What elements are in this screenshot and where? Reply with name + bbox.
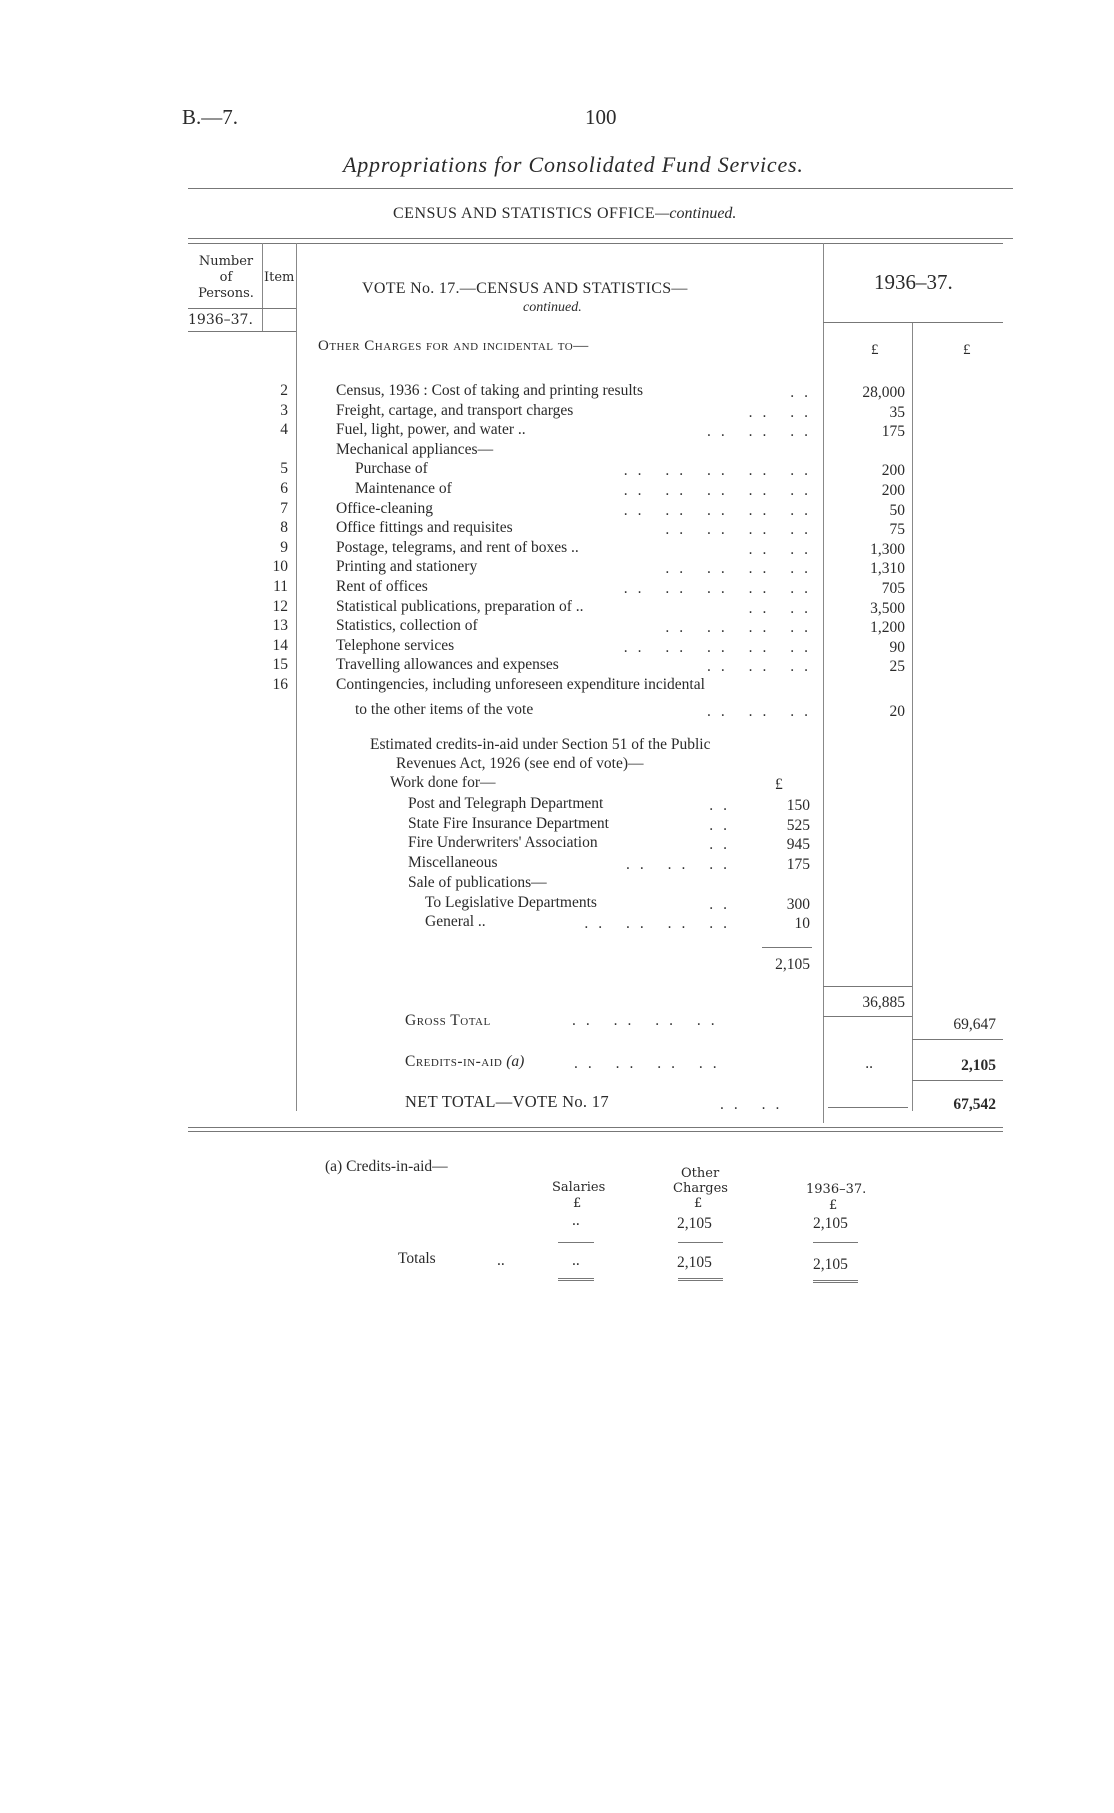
leader-dots: .. .. .. .. bbox=[665, 619, 818, 637]
credits-in-aid-label: Credits-in-aid bbox=[405, 1053, 503, 1070]
page-number: 100 bbox=[585, 105, 617, 129]
leader-dots: .. .. .. bbox=[707, 658, 818, 676]
credit-amount: 525 bbox=[786, 816, 810, 834]
footnote-row2-salaries: .. bbox=[572, 1252, 580, 1269]
credits-total: 2,105 bbox=[775, 956, 810, 973]
item-number: 13 bbox=[272, 617, 288, 635]
footnote-rule-1c bbox=[813, 1242, 858, 1243]
item-number: 7 bbox=[280, 499, 288, 517]
persons-column-rule bbox=[262, 243, 263, 331]
credits-in-aid-col2: 2,105 bbox=[961, 1057, 996, 1074]
footnote-row2-other: 2,105 bbox=[677, 1254, 712, 1271]
office-subtitle-continued: —continued. bbox=[655, 205, 737, 222]
gross-total-dots: .. .. .. .. bbox=[572, 1012, 725, 1029]
leader-dots: .. .. bbox=[748, 403, 818, 421]
leader-dots: .. .. bbox=[748, 540, 818, 558]
net-total-dots: .. .. bbox=[720, 1096, 790, 1113]
item-number: 5 bbox=[280, 460, 288, 478]
work-done-label: Work done for— bbox=[390, 774, 496, 791]
title-rule bbox=[188, 188, 1013, 189]
item-header: Item bbox=[264, 270, 295, 285]
page-title: Appropriations for Consolidated Fund Services. bbox=[343, 152, 804, 177]
leader-dots: .. .. .. .. bbox=[665, 521, 818, 539]
document-code: B.—7. bbox=[182, 105, 239, 129]
footnote-currency-3: £ bbox=[829, 1198, 838, 1213]
credits-in-aid-dots: .. .. .. .. bbox=[574, 1055, 727, 1072]
item-amount: 200 bbox=[881, 482, 905, 499]
net-col1-rule bbox=[828, 1107, 908, 1108]
year-header-rule bbox=[823, 322, 1003, 323]
year-column-mid-rule bbox=[912, 323, 913, 1111]
item-label: Census, 1936 : Cost of taking and printing results bbox=[336, 382, 643, 399]
credits-intro-line2: Revenues Act, 1926 (see end of vote)— bbox=[396, 755, 644, 772]
credits-subtotal-rule bbox=[762, 947, 812, 948]
leader-dots: .. .. .. .. .. bbox=[623, 482, 818, 499]
credits-in-aid-ref: (a) bbox=[506, 1053, 525, 1070]
item-label: Contingencies, including unforeseen expenditure incidental bbox=[336, 676, 705, 693]
footnote-currency-1: £ bbox=[573, 1196, 582, 1211]
footnote-row1-salaries: .. bbox=[572, 1212, 580, 1229]
footnote-totals-label: Totals bbox=[398, 1250, 436, 1267]
leader-dots: .. bbox=[709, 816, 737, 834]
net-total-col2: 67,542 bbox=[953, 1096, 996, 1113]
item-amount: 705 bbox=[881, 580, 905, 597]
item-amount: 1,300 bbox=[870, 540, 905, 558]
leader-dots: .. .. .. bbox=[707, 702, 818, 720]
item-amount: 25 bbox=[889, 658, 905, 676]
footnote-header-year: 1936–37. bbox=[806, 1182, 867, 1197]
item-label: Printing and stationery bbox=[336, 558, 478, 576]
item-label: Office fittings and requisites bbox=[336, 519, 513, 537]
item-label: Statistical publications, preparation of .. bbox=[336, 597, 584, 615]
item-number: 8 bbox=[280, 519, 288, 537]
vote-title: VOTE No. 17.—CENSUS AND STATISTICS— bbox=[362, 280, 688, 297]
item-label: Mechanical appliances— bbox=[336, 440, 494, 458]
item-amount: 200 bbox=[881, 462, 905, 480]
leader-dots: .. bbox=[709, 895, 737, 913]
footnote-header-other1: Other bbox=[681, 1166, 720, 1181]
footnote-currency-2: £ bbox=[694, 1196, 703, 1211]
item-number: 3 bbox=[280, 401, 288, 419]
net-total-label: NET TOTAL—VOTE No. 17 bbox=[405, 1092, 609, 1111]
footnote-label-text: (a) Credits-in-aid— bbox=[325, 1158, 448, 1175]
item-label: Telephone services bbox=[336, 636, 455, 654]
footnote-rule-1a bbox=[558, 1242, 594, 1243]
item-amount: 1,200 bbox=[870, 619, 905, 637]
item-amount: 20 bbox=[889, 702, 905, 720]
credit-amount: 150 bbox=[786, 797, 810, 814]
item-label: Fuel, light, power, and water .. bbox=[336, 421, 526, 439]
footnote-header-salaries: Salaries bbox=[552, 1180, 606, 1195]
leader-dots: .. .. .. .. .. bbox=[623, 462, 818, 480]
leader-dots: .. .. .. .. .. bbox=[623, 580, 818, 597]
item-amount: 3,500 bbox=[870, 599, 905, 617]
leader-dots: .. bbox=[790, 384, 818, 401]
item-number: 10 bbox=[272, 558, 288, 576]
item-label: Maintenance of bbox=[355, 480, 452, 497]
leader-dots: .. .. .. bbox=[626, 856, 737, 874]
item-number: 16 bbox=[272, 676, 288, 693]
credit-label: General .. bbox=[425, 913, 486, 931]
footnote-header-other2: Charges bbox=[673, 1181, 728, 1196]
credits-in-aid-col1: .. bbox=[865, 1055, 873, 1072]
footnote-rule-2c bbox=[813, 1280, 858, 1283]
credit-amount: 945 bbox=[786, 836, 810, 854]
item-label: Purchase of bbox=[355, 460, 428, 478]
item-label: Travelling allowances and expenses bbox=[336, 656, 559, 674]
item-label: to the other items of the vote bbox=[355, 700, 534, 718]
year-column-left-rule bbox=[823, 243, 824, 1123]
item-label: Rent of offices bbox=[336, 578, 428, 595]
leader-dots: .. .. .. .. bbox=[665, 560, 818, 578]
persons-header bbox=[196, 254, 256, 302]
item-amount: 28,000 bbox=[862, 384, 905, 401]
item-label: Freight, cartage, and transport charges bbox=[336, 401, 574, 419]
footnote-row1-year: 2,105 bbox=[813, 1215, 848, 1232]
footnote-row2-year: 2,105 bbox=[813, 1256, 848, 1273]
section-heading: Other Charges for and incidental to— bbox=[318, 338, 589, 354]
table-bottom-rule bbox=[188, 1127, 1003, 1128]
gross-col1-rule-top bbox=[823, 986, 912, 987]
item-amount: 50 bbox=[889, 501, 905, 519]
item-number: 2 bbox=[280, 382, 288, 399]
office-subtitle bbox=[393, 205, 736, 223]
footnote-row1-other: 2,105 bbox=[677, 1215, 712, 1232]
item-amount: 35 bbox=[889, 403, 905, 421]
leader-dots: .. .. .. bbox=[707, 423, 818, 441]
persons-header-line3: Persons. bbox=[198, 286, 254, 301]
item-amount: 90 bbox=[889, 638, 905, 656]
persons-year: 1936–37. bbox=[188, 312, 253, 328]
gross-col1-rule-bottom bbox=[823, 1016, 912, 1017]
item-label: Office-cleaning bbox=[336, 499, 433, 517]
leader-dots: .. .. .. .. .. bbox=[623, 638, 818, 656]
leader-dots: .. .. .. .. bbox=[584, 915, 737, 933]
vote-continued: continued. bbox=[523, 300, 582, 315]
item-number: 6 bbox=[280, 480, 288, 497]
item-amount: 175 bbox=[881, 423, 905, 441]
footnote-rule-1b bbox=[678, 1242, 723, 1243]
footnote-rule-2a bbox=[558, 1278, 594, 1281]
leader-dots: .. .. bbox=[748, 599, 818, 617]
subtitle-rule bbox=[188, 238, 1013, 239]
leader-dots: .. bbox=[709, 797, 737, 814]
item-column-rule bbox=[296, 243, 297, 1111]
gross-total-col1: 36,885 bbox=[862, 994, 905, 1011]
credit-label: Miscellaneous bbox=[408, 854, 498, 872]
credit-amount: 175 bbox=[786, 856, 810, 874]
footnote-rule-2b bbox=[678, 1278, 723, 1281]
office-subtitle-main: CENSUS AND STATISTICS OFFICE bbox=[393, 205, 656, 222]
credit-amount: 10 bbox=[794, 915, 810, 933]
table-top-rule bbox=[188, 243, 1003, 244]
item-label: Statistics, collection of bbox=[336, 617, 478, 635]
item-number: 14 bbox=[272, 636, 288, 654]
persons-header-line1: Number bbox=[198, 254, 254, 269]
currency-col2: £ bbox=[963, 342, 971, 358]
item-label: Postage, telegrams, and rent of boxes .. bbox=[336, 538, 579, 556]
credit-amount: 300 bbox=[786, 895, 810, 913]
item-amount: 1,310 bbox=[870, 560, 905, 578]
footnote-label bbox=[325, 1158, 448, 1176]
item-number: 12 bbox=[272, 597, 288, 615]
footnote-totals-dots: .. bbox=[497, 1252, 505, 1269]
persons-header-rule bbox=[188, 308, 296, 309]
item-number: 11 bbox=[273, 578, 288, 595]
currency-col1: £ bbox=[871, 342, 879, 358]
credit-label: State Fire Insurance Department bbox=[408, 814, 609, 832]
persons-year-rule bbox=[188, 331, 296, 332]
item-number: 9 bbox=[280, 538, 288, 556]
credits-intro-line1: Estimated credits-in-aid under Section 51 of the Public bbox=[370, 736, 711, 753]
credit-label: To Legislative Departments bbox=[425, 893, 597, 911]
gross-total-label: Gross Total bbox=[405, 1012, 491, 1029]
item-amount: 75 bbox=[889, 521, 905, 539]
persons-header-line2: of bbox=[219, 270, 233, 285]
item-number: 15 bbox=[272, 656, 288, 674]
gross-col2-rule bbox=[912, 1039, 1003, 1040]
credits-currency: £ bbox=[775, 776, 783, 793]
credits-in-aid-row bbox=[405, 1053, 524, 1071]
gross-total-col2: 69,647 bbox=[953, 1016, 996, 1033]
leader-dots: .. .. .. .. .. bbox=[623, 501, 818, 519]
credits-col2-rule bbox=[912, 1080, 1003, 1081]
credit-label: Post and Telegraph Department bbox=[408, 795, 604, 812]
year-header: 1936–37. bbox=[874, 270, 953, 294]
item-number: 4 bbox=[280, 421, 288, 439]
credit-label: Fire Underwriters' Association bbox=[408, 834, 598, 852]
leader-dots: .. bbox=[709, 836, 737, 854]
table-bottom-rule-2 bbox=[188, 1131, 1003, 1132]
credit-label: Sale of publications— bbox=[408, 873, 547, 891]
